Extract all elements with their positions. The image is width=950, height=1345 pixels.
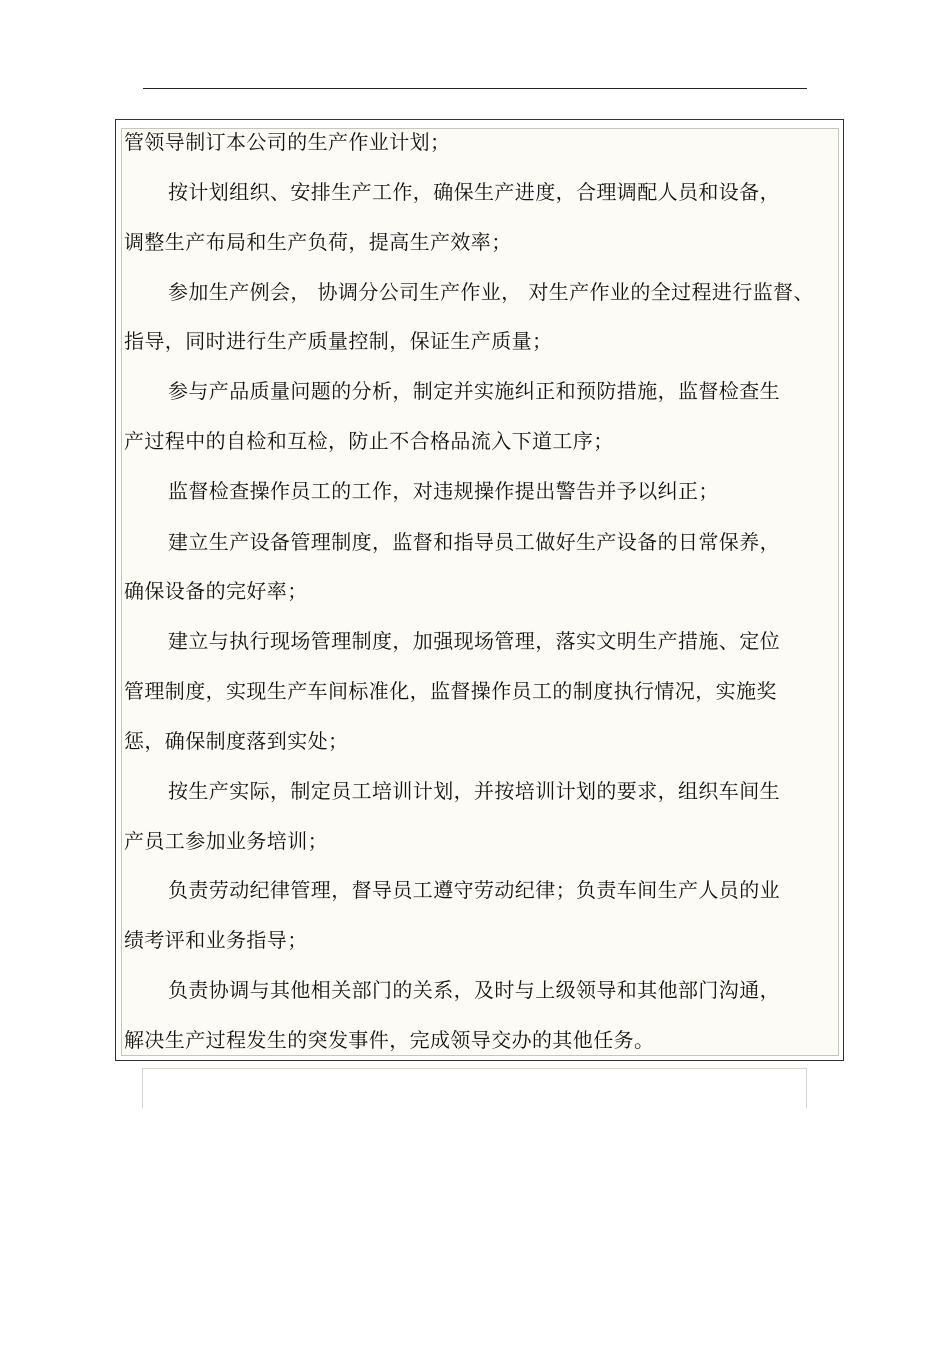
paragraph-line: 建立生产设备管理制度，监督和指导员工做好生产设备的日常保养， <box>168 530 780 554</box>
header-rule <box>143 88 807 89</box>
paragraph-line: 负责劳动纪律管理，督导员工遵守劳动纪律；负责车间生产人员的业 <box>168 878 780 902</box>
paragraph-line: 调整生产布局和生产负荷，提高生产效率； <box>124 230 512 254</box>
paragraph-line: 惩，确保制度落到实处； <box>124 729 349 753</box>
paragraph-line: 建立与执行现场管理制度，加强现场管理，落实文明生产措施、定位 <box>168 629 780 653</box>
paragraph-line: 确保设备的完好率； <box>124 579 308 603</box>
paragraph-line: 绩考评和业务指导； <box>124 928 308 952</box>
paragraph-line: 负责协调与其他相关部门的关系，及时与上级领导和其他部门沟通， <box>168 978 780 1002</box>
paragraph-line: 管理制度，实现生产车间标准化，监督操作员工的制度执行情况，实施奖 <box>124 679 777 703</box>
paragraph-line: 参与产品质量问题的分析，制定并实施纠正和预防措施，监督检查生 <box>168 379 780 403</box>
paragraph-line: 产过程中的自检和互检，防止不合格品流入下道工序； <box>124 429 614 453</box>
next-table-border <box>142 1068 807 1108</box>
paragraph-line: 按计划组织、安排生产工作，确保生产进度，合理调配人员和设备， <box>168 180 780 204</box>
paragraph-line: 解决生产过程发生的突发事件，完成领导交办的其他任务。 <box>124 1028 655 1052</box>
paragraph-line: 监督检查操作员工的工作，对违规操作提出警告并予以纠正； <box>168 479 719 503</box>
paragraph-line: 指导，同时进行生产质量控制，保证生产质量； <box>124 329 553 353</box>
paragraph-line: 管领导制订本公司的生产作业计划； <box>124 130 451 154</box>
paragraph-line: 产员工参加业务培训； <box>124 829 328 853</box>
paragraph-line: 按生产实际，制定员工培训计划，并按培训计划的要求，组织车间生 <box>168 779 780 803</box>
paragraph-line: 参加生产例会， 协调分公司生产作业， 对生产作业的全过程进行监督、 <box>168 280 814 304</box>
